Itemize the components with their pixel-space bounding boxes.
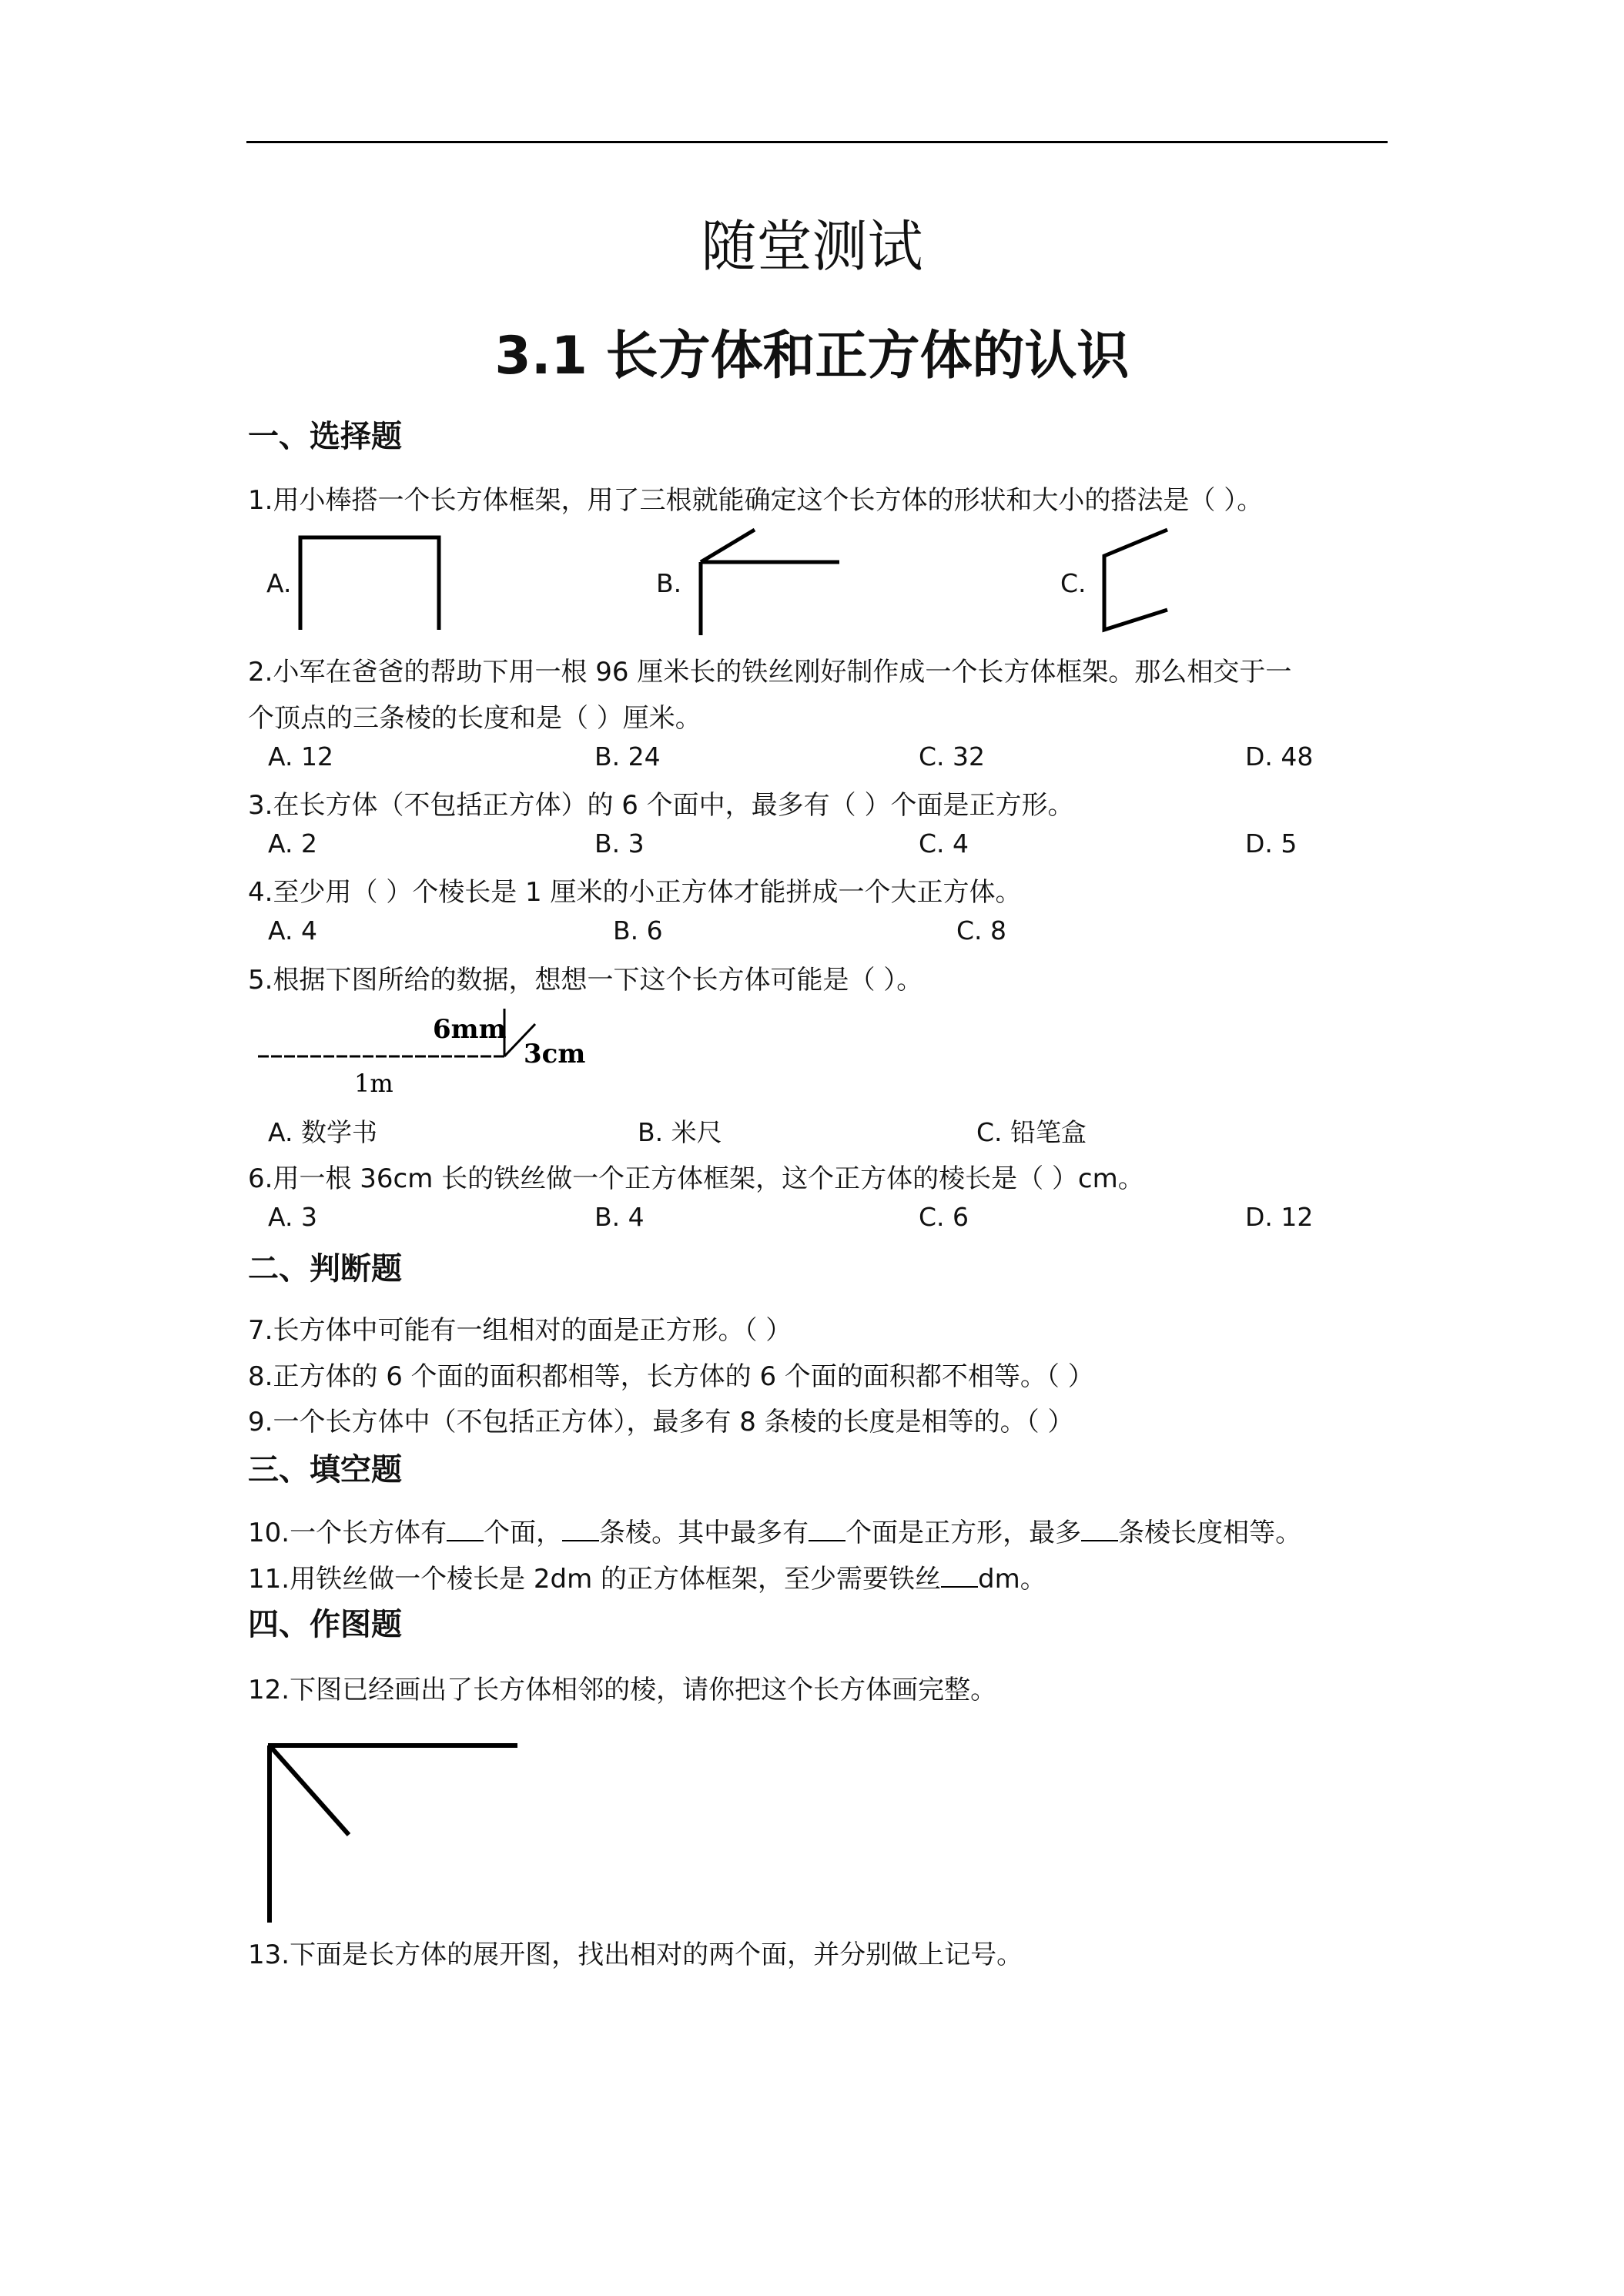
q4-option-b: B. 6 (613, 915, 663, 946)
question-7: 7.长方体中可能有一组相对的面是正方形。（ ） (248, 1315, 792, 1346)
q5-option-b: B. 米尺 (638, 1117, 722, 1147)
q1-option-b-label: B. (656, 568, 682, 598)
q10-blank-faces[interactable] (447, 1517, 484, 1541)
q10-text-1: 10.一个长方体有 (248, 1518, 447, 1548)
q5-dimension-figure (254, 1001, 593, 1101)
header-rule (246, 141, 1388, 143)
section-heading-drawing: 四、作图题 (248, 1607, 402, 1642)
q4-option-c: C. 8 (956, 915, 1007, 946)
q12-figure-depth-edge (270, 1745, 349, 1835)
q12-cuboid-edges-figure (262, 1736, 524, 1929)
q11-text-2: dm。 (978, 1564, 1046, 1595)
q4-option-a: A. 4 (268, 915, 317, 946)
q5-label-6mm: 6mm (433, 1014, 507, 1045)
q6-option-b: B. 4 (594, 1202, 645, 1232)
question-5: 5.根据下图所给的数据，想想一下这个长方体可能是（ ）。 (248, 965, 923, 996)
q1-figure-a-stick (300, 537, 439, 630)
q10-blank-equal-edges[interactable] (1081, 1517, 1118, 1541)
q6-option-d: D. 12 (1245, 1202, 1314, 1232)
q10-blank-edges[interactable] (562, 1517, 599, 1541)
question-11 (248, 1558, 1046, 1595)
q1-option-a-figure (293, 531, 447, 639)
question-1: 1.用小棒搭一个长方体框架，用了三根就能确定这个长方体的形状和大小的搭法是（ ）。 (248, 485, 1264, 516)
question-9: 9.一个长方体中（不包括正方体），最多有 8 条棱的长度是相等的。（ ） (248, 1407, 1074, 1438)
section-heading-judgement: 二、判断题 (248, 1251, 402, 1287)
question-10 (248, 1511, 1301, 1549)
q2-option-d: D. 48 (1245, 741, 1314, 771)
page-subtitle: 3.1 长方体和正方体的认识 (494, 326, 1130, 387)
question-13: 13.下面是长方体的展开图，找出相对的两个面，并分别做上记号。 (248, 1940, 1023, 1970)
q5-label-3cm: 3cm (524, 1039, 586, 1069)
section-heading-fill-blank: 三、填空题 (248, 1452, 402, 1488)
q10-blank-square-faces[interactable] (809, 1517, 845, 1541)
q3-option-d: D. 5 (1245, 828, 1298, 858)
q2-option-c: C. 32 (919, 741, 986, 771)
q1-option-b-figure (693, 524, 862, 639)
q11-blank-wire[interactable] (941, 1563, 978, 1588)
question-6: 6.用一根 36cm 长的铁丝做一个正方体框架，这个正方体的棱长是（ ）cm。 (248, 1163, 1144, 1194)
q10-text-2: 个面， (484, 1518, 563, 1548)
q3-option-b: B. 3 (594, 828, 645, 858)
q2-option-b: B. 24 (594, 741, 661, 771)
question-2-line2: 个顶点的三条棱的长度和是（ ）厘米。 (248, 703, 702, 734)
q10-text-4: 个面是正方形，最多 (845, 1518, 1082, 1548)
page-title: 随堂测试 (701, 214, 923, 279)
question-3: 3.在长方体（不包括正方体）的 6 个面中，最多有（ ）个面是正方形。 (248, 790, 1074, 821)
q5-option-c: C. 铅笔盒 (976, 1117, 1087, 1147)
q1-option-c-figure (1093, 524, 1186, 647)
section-heading-choice: 一、选择题 (248, 419, 402, 454)
q1-figure-c-stick (1104, 530, 1167, 630)
q3-option-a: A. 2 (268, 828, 317, 858)
q2-option-a: A. 12 (268, 741, 333, 771)
q5-label-1m: 1m (354, 1069, 393, 1098)
question-12: 12.下图已经画出了长方体相邻的棱，请你把这个长方体画完整。 (248, 1675, 997, 1705)
q1-figure-b-stick (701, 530, 755, 562)
question-4: 4.至少用（ ）个棱长是 1 厘米的小正方体才能拼成一个大正方体。 (248, 877, 1022, 908)
q6-option-c: C. 6 (919, 1202, 969, 1232)
q11-text-1: 11.用铁丝做一个棱长是 2dm 的正方体框架，至少需要铁丝 (248, 1564, 942, 1595)
question-8: 8.正方体的 6 个面的面积都相等，长方体的 6 个面的面积都不相等。（ ） (248, 1361, 1094, 1392)
q10-text-5: 条棱长度相等。 (1118, 1518, 1302, 1548)
q10-text-3: 条棱。其中最多有 (599, 1518, 809, 1548)
q3-option-c: C. 4 (919, 828, 969, 858)
q6-option-a: A. 3 (268, 1202, 317, 1232)
question-2-line1: 2.小军在爸爸的帮助下用一根 96 厘米长的铁丝刚好制作成一个长方体框架。那么相交于一 (248, 657, 1292, 688)
q5-option-a: A. 数学书 (268, 1117, 377, 1147)
q1-option-a-label: A. (266, 568, 292, 598)
q1-option-c-label: C. (1060, 568, 1087, 598)
